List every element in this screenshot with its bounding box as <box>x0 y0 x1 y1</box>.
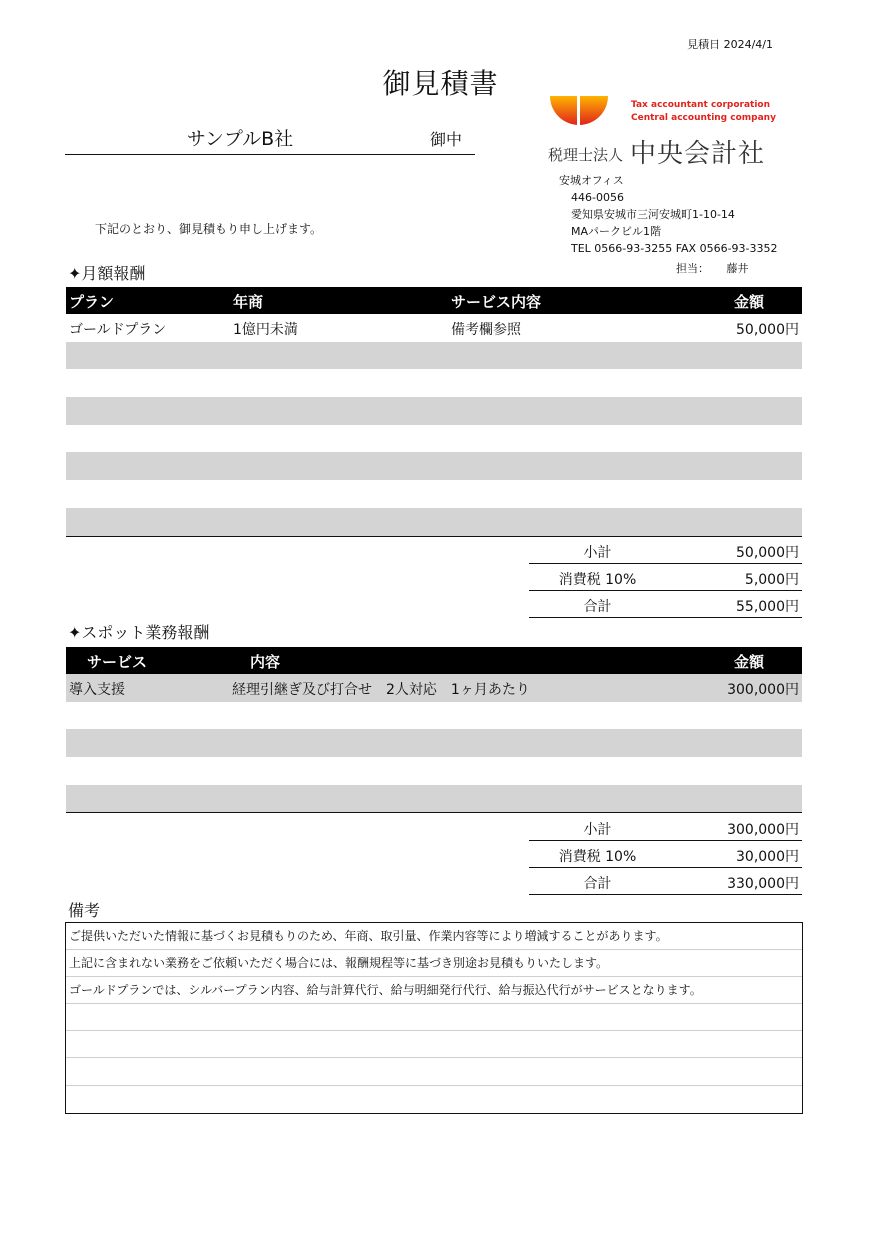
note-line: ゴールドプランでは、シルバープラン内容、給与計算代行、給与明細発行代行、給与振込代行がサービスとなります。 <box>66 977 802 1004</box>
header-service-name: サービス <box>87 653 148 671</box>
staff-info <box>676 260 749 276</box>
company-name-en-line2: Central accounting company <box>631 113 776 123</box>
note-line <box>66 1086 802 1113</box>
client-underline <box>65 154 475 155</box>
staff-label: 担当： <box>676 262 709 275</box>
intro-text: 下記のとおり、御見積もり申し上げます。 <box>95 222 323 236</box>
monthly-table <box>66 287 802 537</box>
company-type: 税理士法人 <box>548 146 624 164</box>
spot-tax <box>529 841 802 868</box>
table-row <box>66 369 802 397</box>
staff-name: 藤井 <box>726 262 749 275</box>
tax-label: 消費税 10% <box>558 849 637 865</box>
table-row <box>66 342 802 370</box>
spot-section-title: ✦スポット業務報酬 <box>68 623 210 642</box>
total-value: 55,000円 <box>736 599 799 615</box>
subtotal-label: 小計 <box>583 545 612 561</box>
spot-subtotal <box>529 814 802 841</box>
monthly-totals <box>529 537 802 618</box>
plan-cell: ゴールドプラン <box>69 322 167 338</box>
monthly-section-title: ✦月額報酬 <box>68 264 146 283</box>
tax-value: 5,000円 <box>744 572 799 588</box>
total-label: 合計 <box>583 876 612 892</box>
company-name-en <box>631 99 776 125</box>
header-service: サービス内容 <box>451 293 542 311</box>
office-address: 愛知県安城市三河安城町1-10-14 <box>571 208 735 221</box>
tax-value: 30,000円 <box>736 849 799 865</box>
notes-title: 備考 <box>68 901 101 920</box>
spot-table <box>66 647 802 813</box>
table-row <box>66 757 802 785</box>
monthly-tax <box>529 564 802 591</box>
date-label: 見積日 <box>687 38 721 51</box>
office-info <box>559 172 778 257</box>
amount-cell: 50,000円 <box>736 322 799 338</box>
company-logo-icon <box>548 96 610 132</box>
header-revenue: 年商 <box>233 293 264 311</box>
tax-label: 消費税 10% <box>558 572 637 588</box>
table-row <box>66 425 802 453</box>
total-label: 合計 <box>583 599 612 615</box>
note-line <box>66 1058 802 1085</box>
amount-cell: 300,000円 <box>727 682 799 698</box>
service-cell: 導入支援 <box>69 682 125 698</box>
estimate-date <box>687 36 773 52</box>
table-row <box>66 674 802 702</box>
date-value: 2024/4/1 <box>723 38 773 51</box>
company-name: 中央会計社 <box>630 139 766 169</box>
table-row <box>66 480 802 508</box>
header-plan: プラン <box>69 293 115 311</box>
header-content: 内容 <box>250 653 281 671</box>
table-row <box>66 702 802 730</box>
content-cell: 経理引継ぎ及び打合せ 2人対応 1ヶ月あたり <box>232 682 530 698</box>
header-spot-amount: 金額 <box>733 653 764 671</box>
subtotal-value: 300,000円 <box>727 822 799 838</box>
note-line <box>66 1004 802 1031</box>
spot-totals <box>529 814 802 895</box>
table-row <box>66 729 802 757</box>
client-name: サンプルB社 <box>186 128 294 150</box>
subtotal-label: 小計 <box>583 822 612 838</box>
office-name: 安城オフィス <box>559 174 624 187</box>
client-honorific: 御中 <box>430 130 463 149</box>
spot-total <box>529 868 802 895</box>
subtotal-value: 50,000円 <box>736 545 799 561</box>
spot-table-header <box>66 647 802 674</box>
table-row <box>66 452 802 480</box>
service-cell: 備考欄参照 <box>451 322 521 338</box>
monthly-subtotal <box>529 537 802 564</box>
office-zip: 446-0056 <box>571 191 624 204</box>
revenue-cell: 1億円未満 <box>233 322 298 338</box>
notes-box <box>65 922 803 1114</box>
office-phone: TEL 0566-93-3255 FAX 0566-93-3352 <box>571 242 778 255</box>
note-line <box>66 1031 802 1058</box>
office-building: MAパークビル1階 <box>571 225 662 238</box>
company-name-en-line1: Tax accountant corporation <box>631 100 771 110</box>
total-value: 330,000円 <box>727 876 799 892</box>
note-line: ご提供いただいた情報に基づくお見積もりのため、年商、取引量、作業内容等により増減することがあります。 <box>66 923 802 950</box>
monthly-table-header <box>66 287 802 314</box>
note-line: 上記に含まれない業務をご依頼いただく場合には、報酬規程等に基づき別途お見積もりいたします。 <box>66 950 802 977</box>
table-row <box>66 397 802 425</box>
table-row <box>66 785 802 813</box>
table-row <box>66 314 802 342</box>
document-title: 御見積書 <box>382 67 499 100</box>
monthly-total <box>529 591 802 618</box>
header-amount: 金額 <box>733 293 764 311</box>
table-row <box>66 508 802 536</box>
